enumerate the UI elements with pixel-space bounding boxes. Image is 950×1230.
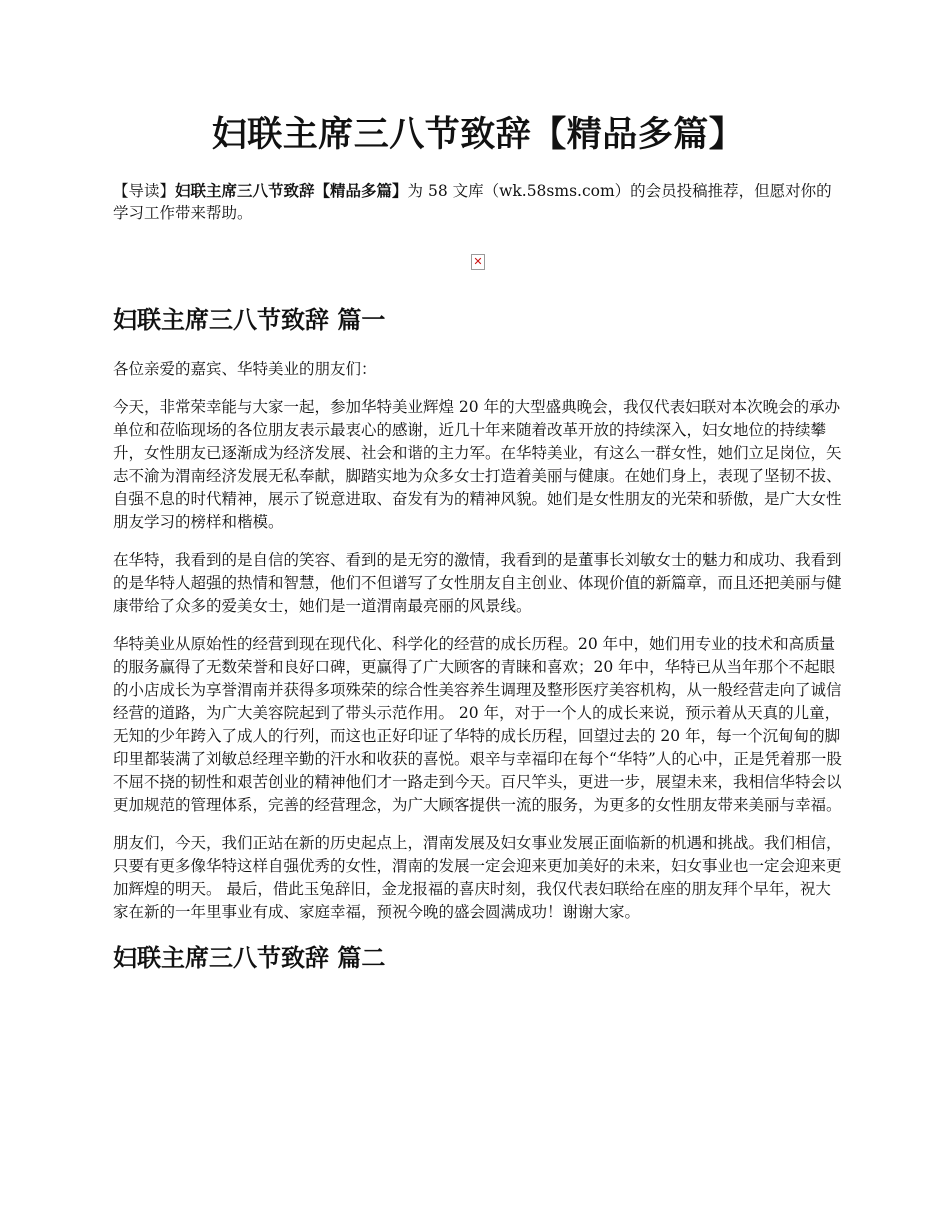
section-1-paragraph-4: 华特美业从原始性的经营到现在现代化、科学化的经营的成长历程。20 年中，她们用专业的技术和高质量的服务赢得了无数荣誉和良好口碑，更赢得了广大顾客的青睐和喜欢；20 年中，华特已从当年那个不起眼的小店成长为享誉渭南并获得多项殊荣的综合性美容养生调理及整形医疗美容机构，从一般经营走向了诚信经营的道路，为广大美容院起到了带头示范作用。 20 年，对于一个人的成长来说，预示着从天真的儿童，无知的少年跨入了成人的行列，而这也正好印证了华特的成长历程，回望过去的 20 年，每一个沉甸甸的脚印里都装满了刘敏总经理辛勤的汗水和收获的喜悦。艰辛与幸福印在每个“华特”人的心中，正是凭着那一股不屈不挠的韧性和艰苦创业的精神他们才一路走到今天。百尺竿头，更进一步，展望未来，我相信华特会以更加规范的管理体系，完善的经营理念，为广大顾客提供一流的服务，为更多的女性朋友带来美丽与幸福。: [113, 635, 842, 814]
section-1-paragraph-1: 各位亲爱的嘉宾、华特美业的朋友们：: [113, 360, 377, 378]
intro-suffix: 为 58 文库（wk.58sms.com）的会员投稿推荐，但愿对你的学习工作带来帮助。: [113, 182, 832, 222]
document-title: 妇联主席三八节致辞【精品多篇】: [211, 114, 745, 155]
section-1-paragraph-5: 朋友们，今天，我们正站在新的历史起点上，渭南发展及妇女事业发展正面临新的机遇和挑战。我们相信，只要有更多像华特这样自强优秀的女性，渭南的发展一定会迎来更加美好的未来，妇女事业也一定会迎来更加辉煌的明天。 最后，借此玉兔辞旧，金龙报福的喜庆时刻，我仅代表妇联给在座的朋友拜个早年，祝大家在新的一年里事业有成、家庭幸福，预祝今晚的盛会圆满成功！谢谢大家。: [113, 834, 842, 921]
section-1-paragraph-2: 今天，非常荣幸能与大家一起，参加华特美业辉煌 20 年的大型盛典晚会，我仅代表妇联对本次晚会的承办单位和莅临现场的各位朋友表示最衷心的感谢，近几十年来随着改革开放的持续深入，妇女地位的持续攀升，女性朋友已逐渐成为经济发展、社会和谐的主力军。在华特美业，有这么一群女性，她们立足岗位，矢志不渝为渭南经济发展无私奉献，脚踏实地为众多女士打造着美丽与健康。在她们身上，表现了坚韧不拔、自强不息的时代精神，展示了锐意进取、奋发有为的精神风貌。她们是女性朋友的光荣和骄傲，是广大女性朋友学习的榜样和楷模。: [113, 398, 842, 531]
document-page: [113, 0, 843, 974]
intro-prefix: 【导读】: [113, 182, 176, 200]
broken-image-icon: [471, 254, 485, 270]
section-heading-1: 妇联主席三八节致辞 篇一: [113, 305, 386, 334]
intro-paragraph: [113, 180, 843, 224]
intro-bold-title: 妇联主席三八节致辞【精品多篇】: [175, 181, 408, 200]
section-heading-2: 妇联主席三八节致辞 篇二: [113, 943, 386, 972]
broken-image-glyph: ✕: [473, 255, 483, 268]
section-1-paragraph-3: 在华特，我看到的是自信的笑容、看到的是无穷的激情，我看到的是董事长刘敏女士的魅力和成功、我看到的是华特人超强的热情和智慧，他们不但谱写了女性朋友自主创业、体现价值的新篇章，而且还把美丽与健康带给了众多的爱美女士，她们是一道渭南最亮丽的风景线。: [113, 551, 842, 615]
